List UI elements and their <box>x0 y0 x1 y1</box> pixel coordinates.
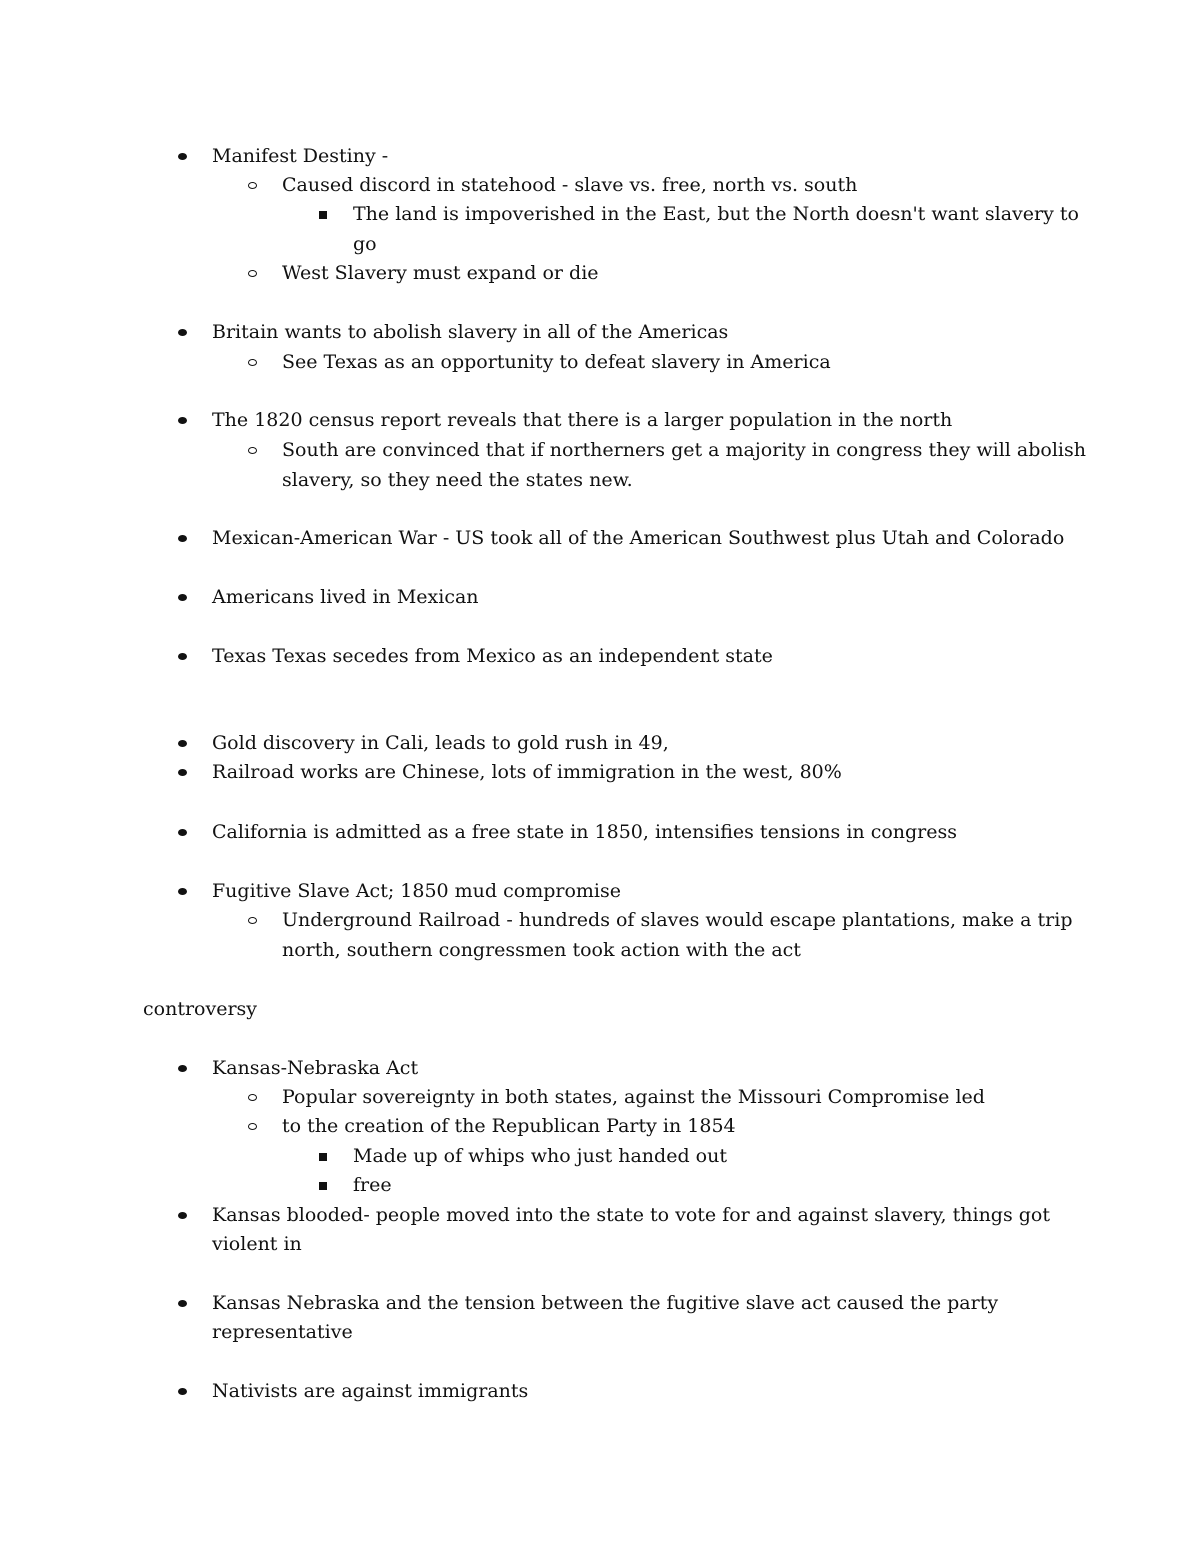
list-item-text: free <box>353 1174 392 1196</box>
bullet-circle-icon <box>248 1123 257 1130</box>
bullet-dot-icon <box>178 329 187 336</box>
list-item-text: See Texas as an opportunity to defeat slavery in America <box>282 351 831 373</box>
list-item-text: California is admitted as a free state in 1850, intensifies tensions in congress <box>212 821 957 843</box>
bullet-circle-icon <box>248 917 257 924</box>
bullet-circle-icon <box>248 270 257 277</box>
list-item-text: Gold discovery in Cali, leads to gold rush in 49, <box>212 732 669 754</box>
bullet-dot-icon <box>178 740 187 747</box>
bullet-square-icon <box>319 1182 327 1190</box>
list-item-text: Underground Railroad - hundreds of slaves would escape plantations, make a trip <box>282 909 1073 931</box>
list-item-text: go <box>353 233 377 255</box>
bullet-square-icon <box>319 1153 327 1161</box>
list-item-text: Britain wants to abolish slavery in all of the Americas <box>212 321 729 343</box>
list-item-text: Made up of whips who just handed out <box>353 1145 727 1167</box>
bullet-circle-icon <box>248 447 257 454</box>
list-item-text: Fugitive Slave Act; 1850 mud compromise <box>212 880 621 902</box>
list-item-text: Kansas-Nebraska Act <box>212 1057 419 1079</box>
bullet-circle-icon <box>248 359 257 366</box>
bullet-dot-icon <box>178 829 187 836</box>
list-item-text: Kansas Nebraska and the tension between the fugitive slave act caused the party <box>212 1292 999 1314</box>
bullet-circle-icon <box>248 182 257 189</box>
bullet-dot-icon <box>178 1212 187 1219</box>
bullet-dot-icon <box>178 535 187 542</box>
list-item-text: Texas Texas secedes from Mexico as an independent state <box>212 645 773 667</box>
bullet-dot-icon <box>178 1388 187 1395</box>
bullet-dot-icon <box>178 153 187 160</box>
list-item-text: Mexican-American War - US took all of the American Southwest plus Utah and Colorado <box>212 527 1065 549</box>
bullet-dot-icon <box>178 888 187 895</box>
list-item-text: South are convinced that if northerners get a majority in congress they will abolish <box>282 439 1086 461</box>
list-item-text: north, southern congressmen took action with the act <box>282 939 801 961</box>
paragraph-text: controversy <box>143 998 258 1020</box>
list-item-text: Americans lived in Mexican <box>212 586 479 608</box>
bullet-dot-icon <box>178 594 187 601</box>
bullet-dot-icon <box>178 769 187 776</box>
bullet-dot-icon <box>178 653 187 660</box>
list-item-text: representative <box>212 1321 353 1343</box>
list-item-text: violent in <box>212 1233 302 1255</box>
list-item-text: The land is impoverished in the East, but the North doesn't want slavery to <box>353 203 1079 225</box>
bullet-dot-icon <box>178 1300 187 1307</box>
list-item-text: slavery, so they need the states new. <box>282 469 633 491</box>
bullet-square-icon <box>319 211 327 219</box>
bullet-dot-icon <box>178 1065 187 1072</box>
list-item-text: Manifest Destiny - <box>212 145 389 167</box>
list-item-text: to the creation of the Republican Party in 1854 <box>282 1115 736 1137</box>
list-item-text: Nativists are against immigrants <box>212 1380 529 1402</box>
bullet-dot-icon <box>178 417 187 424</box>
list-item-text: West Slavery must expand or die <box>282 262 599 284</box>
list-item-text: Kansas blooded- people moved into the state to vote for and against slavery, things got <box>212 1204 1050 1226</box>
list-item-text: Caused discord in statehood - slave vs. free, north vs. south <box>282 174 858 196</box>
bullet-circle-icon <box>248 1094 257 1101</box>
list-item-text: The 1820 census report reveals that there is a larger population in the north <box>212 409 953 431</box>
list-item-text: Popular sovereignty in both states, against the Missouri Compromise led <box>282 1086 985 1108</box>
list-item-text: Railroad works are Chinese, lots of immigration in the west, 80% <box>212 761 842 783</box>
